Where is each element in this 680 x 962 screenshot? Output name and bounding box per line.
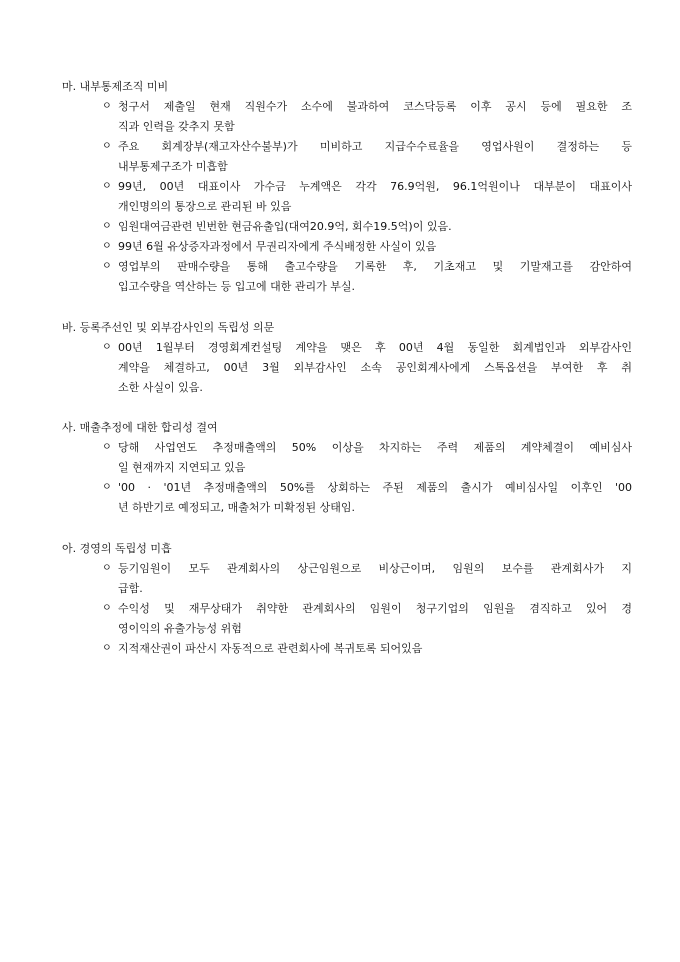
list-item xyxy=(62,559,632,599)
list-item xyxy=(62,257,632,297)
list-item xyxy=(62,338,632,398)
bullet-icon: ㅇ xyxy=(102,563,112,574)
section-management-independence xyxy=(62,539,632,659)
item-line: '00 · '01년 추정매출액의 50%를 상회하는 주된 제품의 출시가 예비심사일 이후인 '00 xyxy=(118,481,632,494)
list-item xyxy=(62,639,632,659)
item-line: 직과 인력을 갖추지 못함 xyxy=(118,120,235,133)
item-line: 99년 6월 유상증자과정에서 무권리자에게 주식배정한 사실이 있음 xyxy=(118,240,437,253)
item-line: 영이익의 유출가능성 위험 xyxy=(118,622,242,635)
item-line: 입고수량을 역산하는 등 입고에 대한 관리가 부실. xyxy=(118,280,355,293)
item-line: 주요 회계장부(재고자산수불부)가 미비하고 지급수수료율을 영업사원이 결정하는 등 xyxy=(118,140,632,153)
bullet-icon: ㅇ xyxy=(102,442,112,453)
section-title: 바. 등록주선인 및 외부감사인의 독립성 의문 xyxy=(62,321,275,334)
section-title: 마. 내부통제조직 미비 xyxy=(62,80,169,93)
bullet-icon: ㅇ xyxy=(102,241,112,252)
item-line: 내부통제구조가 미흡함 xyxy=(118,160,228,173)
item-line: 년 하반기로 예정되고, 매출처가 미확정된 상태임. xyxy=(118,501,355,514)
bullet-icon: ㅇ xyxy=(102,643,112,654)
item-line: 청구서 제출일 현재 직원수가 소수에 불과하여 코스닥등록 이후 공시 등에 필요한 조 xyxy=(118,100,632,113)
list-item xyxy=(62,137,632,177)
item-line: 등기임원이 모두 관계회사의 상근임원으로 비상근이며, 임원의 보수를 관계회사가 지 xyxy=(118,562,632,575)
item-line: 수익성 및 재무상태가 취약한 관계회사의 임원이 청구기업의 임원을 겸직하고 있어 경 xyxy=(118,602,632,615)
list-item xyxy=(62,177,632,217)
section-independence-auditor xyxy=(62,318,632,398)
item-line: 00년 1월부터 경영회계컨설팅 계약을 맺은 후 00년 4월 동일한 회계법인과 외부감사인 xyxy=(118,341,632,354)
bullet-icon: ㅇ xyxy=(102,342,112,353)
item-line: 급함. xyxy=(118,582,143,595)
list-item xyxy=(62,97,632,137)
item-line: 99년, 00년 대표이사 가수금 누계액은 각각 76.9억원, 96.1억원이나 대부분이 대표이사 xyxy=(118,180,632,193)
item-line: 당해 사업연도 추정매출액의 50% 이상을 차지하는 주력 제품의 계약체결이 예비심사 xyxy=(118,441,632,454)
section-sales-forecast xyxy=(62,418,632,518)
bullet-icon: ㅇ xyxy=(102,482,112,493)
item-line: 소한 사실이 있음. xyxy=(118,381,203,394)
list-item xyxy=(62,599,632,639)
item-line: 임원대여금관련 빈번한 현금유출입(대여20.9억, 회수19.5억)이 있음. xyxy=(118,220,452,233)
section-title: 사. 매출추정에 대한 합리성 결여 xyxy=(62,421,218,434)
section-title: 아. 경영의 독립성 미흡 xyxy=(62,542,172,555)
bullet-icon: ㅇ xyxy=(102,261,112,272)
item-line: 영업부의 판매수량을 통해 출고수량을 기록한 후, 기초재고 및 기말재고를 감안하여 xyxy=(118,260,632,273)
item-line: 일 현재까지 지연되고 있음 xyxy=(118,461,246,474)
bullet-icon: ㅇ xyxy=(102,101,112,112)
section-internal-control xyxy=(62,77,632,297)
item-line: 계약을 체결하고, 00년 3월 외부감사인 소속 공인회계사에게 스톡옵션을 부여한 후 취 xyxy=(118,361,632,374)
bullet-icon: ㅇ xyxy=(102,181,112,192)
list-item xyxy=(62,237,632,257)
bullet-icon: ㅇ xyxy=(102,603,112,614)
bullet-icon: ㅇ xyxy=(102,141,112,152)
list-item xyxy=(62,438,632,478)
list-item xyxy=(62,217,632,237)
list-item xyxy=(62,478,632,518)
item-line: 지적재산권이 파산시 자동적으로 관련회사에 복귀토록 되어있음 xyxy=(118,642,423,655)
item-line: 개인명의의 통장으로 관리된 바 있음 xyxy=(118,200,292,213)
bullet-icon: ㅇ xyxy=(102,221,112,232)
